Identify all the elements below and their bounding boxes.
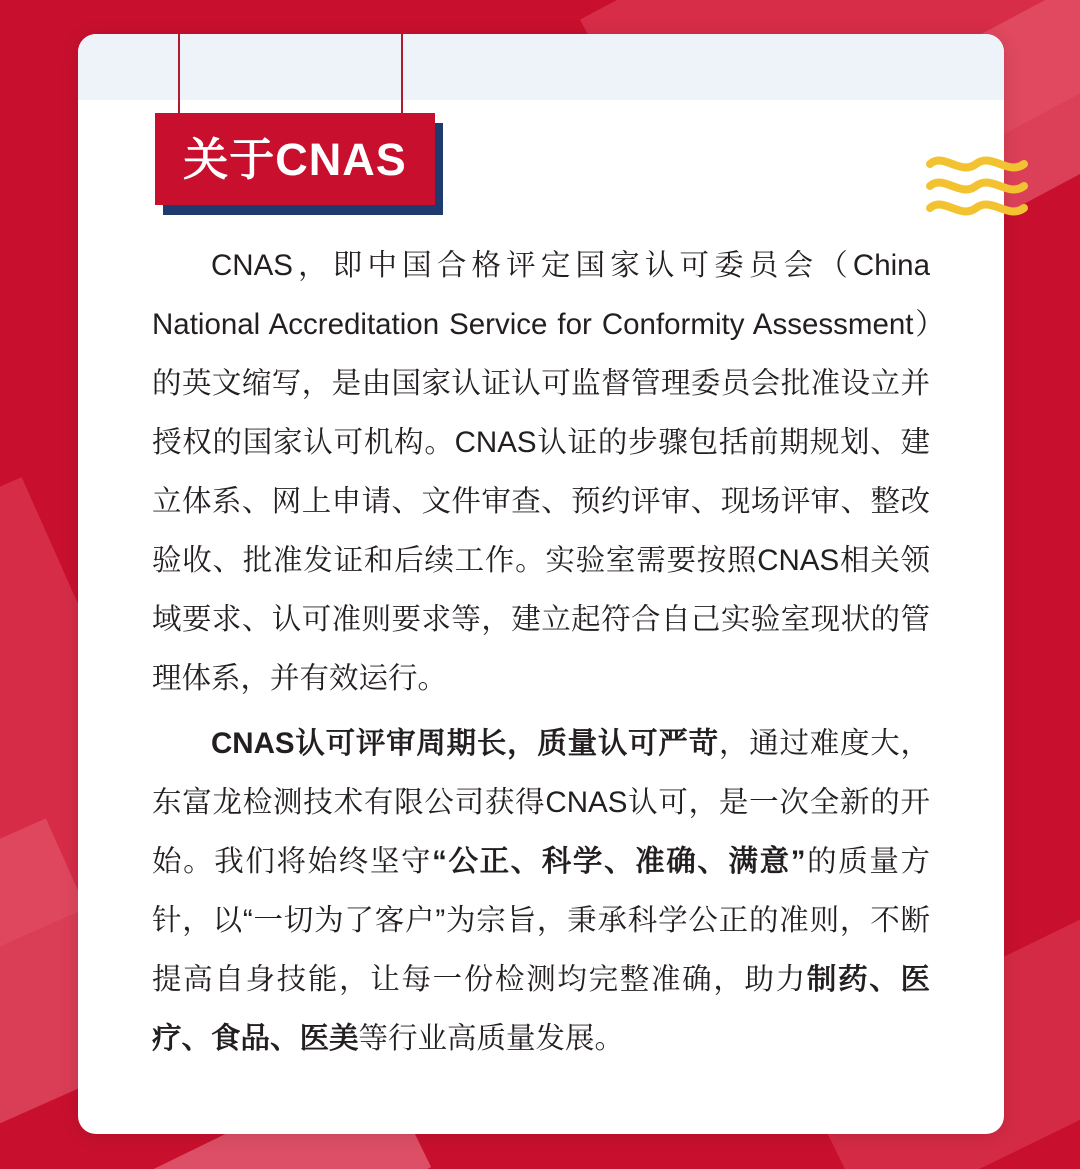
article-body <box>152 236 930 1072</box>
card-top-band <box>78 34 1004 100</box>
paragraph-commitment: CNAS认可评审周期长，质量认可严苛，通过难度大，东富龙检测技术有限公司获得CNAS认可，是一次全新的开始。我们将始终坚守“公正、科学、准确、满意”的质量方针，以“一切为了客户”为宗旨，秉承科学公正的准则，不断提高自身技能，让每一份检测均完整准确，助力制药、医疗、食品、医美等行业高质量发展。 <box>152 727 930 1055</box>
section-title <box>155 113 435 205</box>
paragraph-intro: CNAS，即中国合格评定国家认可委员会（China National Accreditation Service for Conformity Assessment）的英文缩写，是由国家认证认可监督管理委员会批准设立并授权的国家认可机构。CNAS认证的步骤包括前期规划、建立体系、网上申请、文件审查、预约评审、现场评审、整改验收、批准发证和后续工作。实验室需要按照CNAS相关领域要求、认可准则要求等，建立起符合自己实验室现状的管理体系，并有效运行。 <box>152 249 930 695</box>
title-plate <box>155 113 435 205</box>
page-title: 关于CNAS <box>183 133 407 185</box>
wave-lines-icon <box>926 150 1030 231</box>
